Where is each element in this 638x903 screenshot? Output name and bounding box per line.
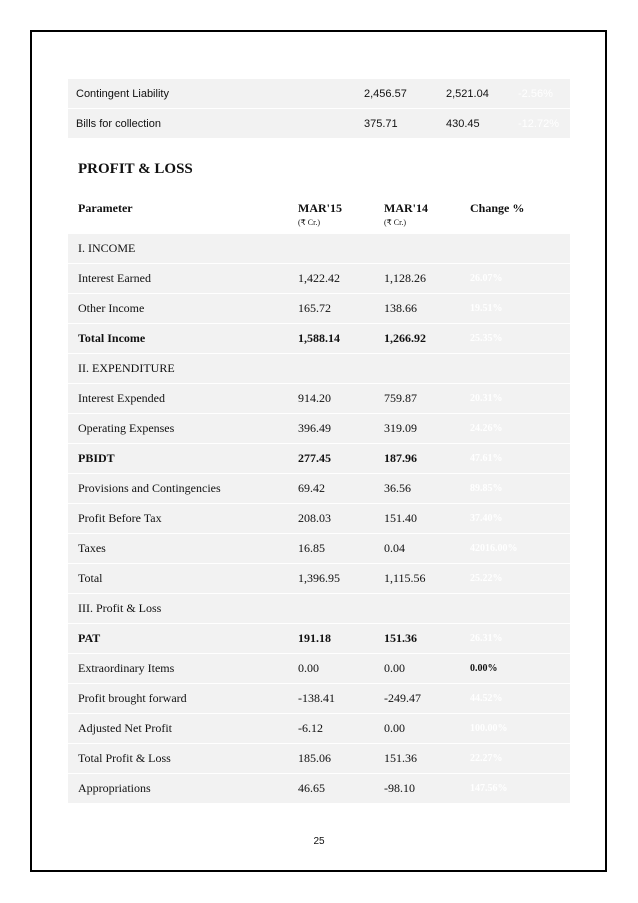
change-value: 42016.00% xyxy=(460,534,570,564)
page-number: 25 xyxy=(313,836,325,847)
contingent-table xyxy=(68,79,570,139)
header-parameter: Parameter xyxy=(68,190,288,234)
change-value: 26.07% xyxy=(460,264,570,294)
change-value: 47.61% xyxy=(460,444,570,474)
row-label: Adjusted Net Profit xyxy=(68,714,288,744)
change-value: 20.31% xyxy=(460,384,570,414)
section-title: PROFIT & LOSS xyxy=(78,161,193,177)
table-row xyxy=(68,594,570,624)
row-label: Total Profit & Loss xyxy=(68,744,288,774)
profit-loss-table xyxy=(68,190,570,804)
table-row xyxy=(68,384,570,414)
mar14-value: 0.00 xyxy=(374,654,460,684)
mar15-value: 277.45 xyxy=(288,444,374,474)
row-label: Total Income xyxy=(68,324,288,354)
row-label: Extraordinary Items xyxy=(68,654,288,684)
mar15-value xyxy=(288,354,374,384)
change-value: 89.85% xyxy=(460,474,570,504)
mar15-value: 1,588.14 xyxy=(288,324,374,354)
mar14-value: 151.40 xyxy=(374,504,460,534)
mar15-value: 1,422.42 xyxy=(288,264,374,294)
mar14-value: 1,128.26 xyxy=(374,264,460,294)
table-row xyxy=(68,774,570,804)
table-row xyxy=(68,264,570,294)
row-label: Contingent Liability xyxy=(68,79,354,109)
header-change: Change % xyxy=(460,190,570,234)
mar15-value xyxy=(288,594,374,624)
mar15-value: -6.12 xyxy=(288,714,374,744)
row-label: Bills for collection xyxy=(68,109,354,139)
row-label: III. Profit & Loss xyxy=(68,594,288,624)
mar15-value: 2,456.57 xyxy=(354,79,436,109)
mar14-value: 1,266.92 xyxy=(374,324,460,354)
mar15-value: 165.72 xyxy=(288,294,374,324)
row-label: Provisions and Contingencies xyxy=(68,474,288,504)
table-row xyxy=(68,474,570,504)
mar15-value: 185.06 xyxy=(288,744,374,774)
header-mar14-unit: (₹ Cr.) xyxy=(384,218,406,227)
mar15-value: 208.03 xyxy=(288,504,374,534)
mar15-value xyxy=(288,234,374,264)
row-label: Profit brought forward xyxy=(68,684,288,714)
table-row xyxy=(68,534,570,564)
mar15-value: 914.20 xyxy=(288,384,374,414)
mar14-value: 0.00 xyxy=(374,714,460,744)
table-row xyxy=(68,414,570,444)
mar15-value: 191.18 xyxy=(288,624,374,654)
mar14-value: 36.56 xyxy=(374,474,460,504)
table-row xyxy=(68,444,570,474)
change-value: 100.00% xyxy=(460,714,570,744)
row-label: Interest Expended xyxy=(68,384,288,414)
mar14-value xyxy=(374,354,460,384)
table-row xyxy=(68,234,570,264)
table-row xyxy=(68,294,570,324)
mar14-value: 138.66 xyxy=(374,294,460,324)
mar14-value: -98.10 xyxy=(374,774,460,804)
mar15-value: 396.49 xyxy=(288,414,374,444)
change-value: 0.00% xyxy=(460,654,570,684)
change-value: 147.56% xyxy=(460,774,570,804)
mar14-value: 151.36 xyxy=(374,744,460,774)
row-label: Total xyxy=(68,564,288,594)
change-value: -2.56% xyxy=(508,79,570,109)
mar14-value: 430.45 xyxy=(436,109,508,139)
change-value: 24.26% xyxy=(460,414,570,444)
mar15-value: 16.85 xyxy=(288,534,374,564)
mar14-value: 151.36 xyxy=(374,624,460,654)
mar15-value: 46.65 xyxy=(288,774,374,804)
row-label: Other Income xyxy=(68,294,288,324)
mar15-value: -138.41 xyxy=(288,684,374,714)
change-value: 22.27% xyxy=(460,744,570,774)
table-row xyxy=(68,654,570,684)
header-mar15-label: MAR'15 xyxy=(298,201,342,215)
mar14-value: 759.87 xyxy=(374,384,460,414)
table-row xyxy=(68,684,570,714)
change-value xyxy=(460,594,570,624)
table-row xyxy=(68,564,570,594)
table-row xyxy=(68,324,570,354)
mar14-value: 187.96 xyxy=(374,444,460,474)
row-label: PAT xyxy=(68,624,288,654)
row-label: Appropriations xyxy=(68,774,288,804)
table-row xyxy=(68,504,570,534)
table-row xyxy=(68,354,570,384)
table-row xyxy=(68,744,570,774)
change-value: 26.31% xyxy=(460,624,570,654)
header-mar15 xyxy=(288,190,374,234)
table-row xyxy=(68,624,570,654)
change-value: 37.40% xyxy=(460,504,570,534)
row-label: Operating Expenses xyxy=(68,414,288,444)
mar14-value: -249.47 xyxy=(374,684,460,714)
mar14-value: 319.09 xyxy=(374,414,460,444)
mar14-value: 0.04 xyxy=(374,534,460,564)
change-value xyxy=(460,354,570,384)
table-row xyxy=(68,79,570,109)
change-value: 25.35% xyxy=(460,324,570,354)
change-value: -12.72% xyxy=(508,109,570,139)
header-mar14-label: MAR'14 xyxy=(384,201,428,215)
header-mar15-unit: (₹ Cr.) xyxy=(298,218,320,227)
mar14-value xyxy=(374,234,460,264)
table-row xyxy=(68,109,570,139)
row-label: I. INCOME xyxy=(68,234,288,264)
row-label: II. EXPENDITURE xyxy=(68,354,288,384)
table-header xyxy=(68,190,570,234)
mar15-value: 0.00 xyxy=(288,654,374,684)
mar15-value: 1,396.95 xyxy=(288,564,374,594)
mar14-value xyxy=(374,594,460,624)
row-label: Taxes xyxy=(68,534,288,564)
table-row xyxy=(68,714,570,744)
change-value xyxy=(460,234,570,264)
change-value: 44.52% xyxy=(460,684,570,714)
mar14-value: 2,521.04 xyxy=(436,79,508,109)
row-label: Interest Earned xyxy=(68,264,288,294)
row-label: PBIDT xyxy=(68,444,288,474)
change-value: 19.51% xyxy=(460,294,570,324)
row-label: Profit Before Tax xyxy=(68,504,288,534)
mar14-value: 1,115.56 xyxy=(374,564,460,594)
header-mar14 xyxy=(374,190,460,234)
mar15-value: 375.71 xyxy=(354,109,436,139)
change-value: 25.22% xyxy=(460,564,570,594)
mar15-value: 69.42 xyxy=(288,474,374,504)
